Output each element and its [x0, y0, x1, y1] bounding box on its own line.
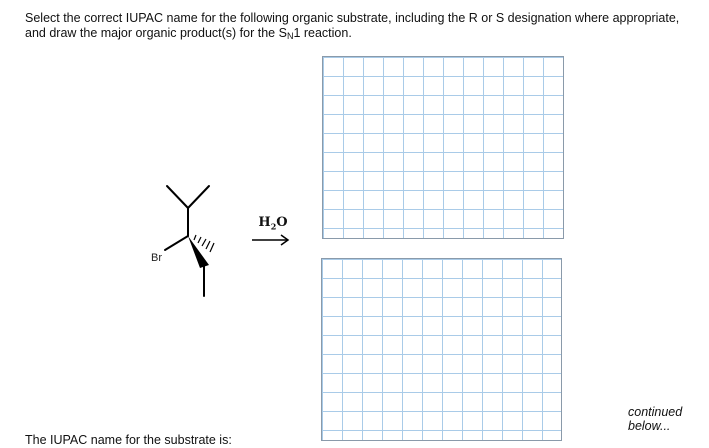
reaction-arrow-icon — [250, 232, 292, 248]
product-drawing-grid-bottom[interactable] — [321, 258, 562, 441]
product-drawing-grid-top[interactable] — [322, 56, 564, 239]
question-text: Select the correct IUPAC name for the following organic substrate, including the R or S designation where appropriate, and draw the major organic product(s) for the $S_N1$ reaction. — [25, 11, 680, 41]
bond-methyl-left — [167, 186, 188, 208]
reagent-label: $H_2O$ — [258, 215, 288, 232]
bromine-atom-label: Br — [151, 252, 162, 264]
substrate-structure — [145, 178, 235, 303]
bond-methyl-right — [188, 186, 209, 208]
bond-carbon-bromine — [165, 236, 188, 250]
continued-note: continued below... — [628, 405, 683, 433]
iupac-name-prompt: The IUPAC name for the substrate is: — [25, 433, 232, 447]
